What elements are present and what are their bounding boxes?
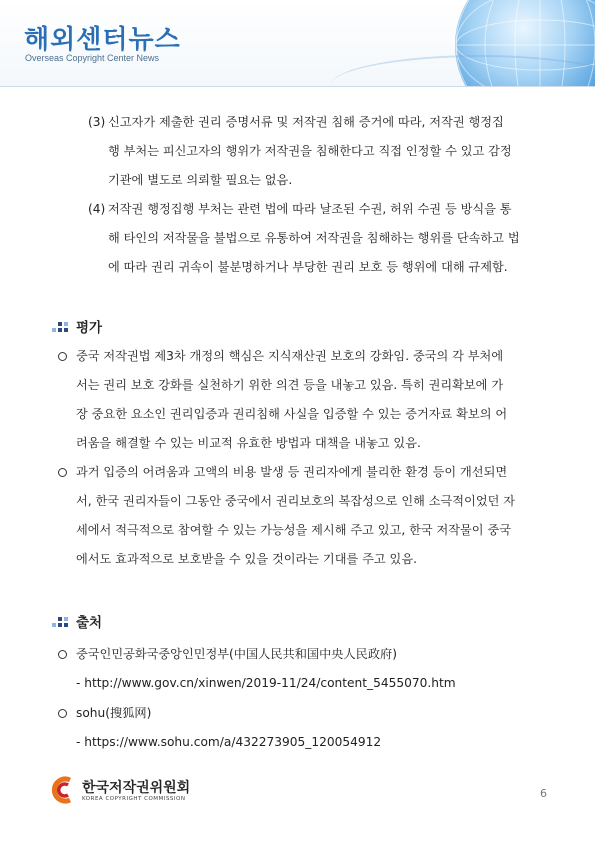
header-swoosh — [330, 55, 595, 87]
section-heading-text: 평가 — [76, 320, 103, 336]
bullet-line: 과거 입증의 어려움과 고액의 비용 발생 등 권리자에게 불리한 환경 등이 개선되면 — [76, 465, 508, 479]
bullet-line: 서, 한국 권리자들이 그동안 중국에서 권리보호의 복잡성으로 인해 소극적이었던 자 — [76, 494, 516, 508]
bullet-line: 서는 권리 보호 강화를 실천하기 위한 의견 등을 내놓고 있음. 특히 권리확보에 가 — [76, 378, 504, 392]
item-number: (4) — [88, 202, 106, 216]
section-heading-text: 출처 — [76, 615, 103, 631]
bullet-line: 세에서 적극적으로 참여할 수 있는 가능성을 제시해 주고 있고, 한국 저작물이 중국 — [76, 523, 512, 537]
kcc-logo-icon — [48, 775, 78, 805]
header-subtitle: Overseas Copyright Center News — [25, 53, 160, 63]
bullet-circle-icon — [58, 468, 67, 477]
source-link[interactable]: - http://www.gov.cn/xinwen/2019-11/24/content_5455070.htm — [76, 676, 456, 690]
item-line: 저작권 행정집행 부처는 관련 법에 따라 날조된 수권, 허위 수권 등 방식을 통 — [108, 202, 512, 216]
item-number: (3) — [88, 115, 106, 129]
section-square-icon — [52, 322, 70, 334]
header-title: 해외센터뉴스 — [24, 25, 181, 55]
bullet-circle-icon — [58, 352, 67, 361]
bullet-line: 중국 저작권법 제3차 개정의 핵심은 지식재산권 보호의 강화임. 중국의 각 부처에 — [76, 349, 504, 363]
bullet-circle-icon — [58, 709, 67, 718]
bullet-line: 려움을 해결할 수 있는 비교적 유효한 방법과 대책을 내놓고 있음. — [76, 436, 421, 450]
section-heading-evaluation — [52, 316, 102, 336]
footer-org-name: 한국저작권위원회 — [82, 780, 191, 796]
item-line: 에 따라 권리 귀속이 불분명하거나 부당한 권리 보호 등 행위에 대해 규제함. — [108, 260, 508, 274]
page-number: 6 — [540, 787, 547, 800]
bullet-line: 장 중요한 요소인 권리입증과 권리침해 사실을 입증할 수 있는 증거자료 확보의 어 — [76, 407, 508, 421]
footer-org-name-en: KOREA COPYRIGHT COMMISSION — [82, 796, 186, 802]
source-name: sohu(搜狐网) — [76, 706, 152, 720]
source-link[interactable]: - https://www.sohu.com/a/432273905_120054912 — [76, 735, 382, 749]
bullet-line: 에서도 효과적으로 보호받을 수 있을 것이라는 기대를 주고 있음. — [76, 552, 417, 566]
bullet-circle-icon — [58, 650, 67, 659]
item-line: 신고자가 제출한 권리 증명서류 및 저작권 침해 증거에 따라, 저작권 행정집 — [108, 115, 504, 129]
item-line: 해 타인의 저작물을 불법으로 유통하여 저작권을 침해하는 행위를 단속하고 법 — [108, 231, 520, 245]
section-square-icon — [52, 617, 70, 629]
source-name: 중국인민공화국중앙인민정부(中国人民共和国中央人民政府) — [76, 647, 397, 661]
item-line: 기관에 별도로 의뢰할 필요는 없음. — [108, 173, 293, 187]
section-heading-source — [52, 611, 102, 631]
page-header — [0, 0, 595, 87]
item-line: 행 부처는 피신고자의 행위가 저작권을 침해한다고 직접 인정할 수 있고 감정 — [108, 144, 512, 158]
